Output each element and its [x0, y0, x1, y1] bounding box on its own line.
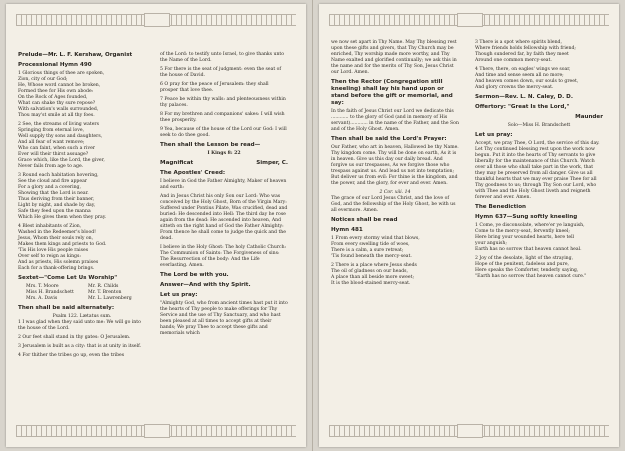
- lesson-heading: Then shall the Lesson be read—: [160, 142, 261, 148]
- psalm-verse: 2 Our feet shall stand in thy gates: O Jerusalem.: [18, 335, 131, 340]
- psalm-verse: of the Lord: to testify unto Israel, to give thanks unto the Name of the Lord.: [160, 52, 285, 63]
- prayer-text: "Almighty God, who from ancient times hast put it into the hearts of Thy people to make offerings for Thy Service and the use of Thy Sanctuary, and who hast been pleased at all times to accept gifts at their hands; We pray Thee to accept these gifts and memorials which: [160, 301, 288, 336]
- dedication-text: In the faith of Jesus Christ our Lord we dedicate this ............ to the glory of God (and in memory of His servant)............ in the name of the Father, and the Son and of the Holy Ghost. Amen.: [331, 109, 459, 132]
- center-fold: [312, 0, 313, 451]
- creed-text: And in Jesus Christ his only Son our Lord: Who was conceived by the Holy Ghost, Born of the Virgin Mary: Suffered under Pontius Pilate, Was crucified, dead and buried: He descended into Hell: The third day he rose again from the dead: He ascended into heaven, And sitteth on the right hand of God the Father Almighty: From thence he shall come to judge the quick and the dead.: [160, 194, 288, 241]
- offertory-heading: Offertory: "Great Is the Lord,": [475, 104, 570, 110]
- notices-heading: Notices shall be read: [331, 217, 398, 223]
- processional-heading: Processional Hymn 490: [18, 62, 92, 68]
- sermon-heading: Sermon—Rev. L. N. Caley, D. D.: [475, 94, 573, 100]
- alternately-heading: Then shall be said alternately:: [18, 305, 115, 311]
- hymn-481-heading: Hymn 481: [331, 227, 363, 233]
- prelude-heading: Prelude—Mr. L. F. Kershaw, Organist: [18, 52, 133, 58]
- singer-name: Mrs. T. Moore: [26, 284, 59, 289]
- border-ornament: [144, 13, 170, 27]
- bottom-border: [16, 425, 296, 437]
- singer-names: [18, 284, 146, 302]
- solo-credit: Solo—Miss H. Brandschett: [507, 123, 571, 128]
- hymn-verse: 4 Blest inhabitants of Zion, Washed in the Redeemer's blood! Jesus, Whom their souls rely on, Makes them kings and priests to God. 'Tis His love His people raises Over self to reign as kings: And as priests, His solemn praises Each for a thank-offering brings.: [18, 224, 107, 271]
- psalm-verse: 3 Jerusalem is built as a city: that is at unity in itself.: [18, 344, 142, 349]
- right-column-1: [331, 30, 459, 290]
- border-ornament: [457, 13, 483, 27]
- magnificat-label: Magnificat: [160, 160, 194, 166]
- psalm-verse: 5 For there is the seat of judgment: even the seat of the house of David.: [160, 67, 282, 78]
- psalm-verse: 8 For my brethren and companions' sakes: I will wish thee prosperity.: [160, 112, 285, 123]
- psalm-verse: 6 O pray for the peace of Jerusalem: they shall prosper that love thee.: [160, 82, 269, 93]
- creed-text: I believe in the Holy Ghost: The holy Catholic Church: The Communion of Saints: The Forgiveness of sins: The Resurrection of the body: And the Life everlasting. Amen.: [160, 245, 287, 268]
- singer-name: Mr. L. Lawrenberg: [88, 296, 132, 301]
- hymn-verse: 4 There, there, on eagles' wings we soar, And time and sense seem all no more; And heaven comes down, our souls to greet, And glory crowns the mercy-seat.: [475, 67, 579, 90]
- sextet-heading: Sextet—"Come Let Us Worship": [18, 275, 118, 281]
- hymn-verse: 2 See, the streams of living waters Springing from eternal love, Well supply thy sons and daughters, And all fear of want remove; Who can faint, when such a river Ever will their thirst assuage? Grace which, like the Lord, the giver, Never fails from age to age.: [18, 122, 105, 169]
- lords-prayer-text: Our Father, who art in heaven, Hallowed be thy Name. Thy kingdom come. Thy will be done on earth, As it is in heaven. Give us this day our daily bread. And forgive us our trespasses, As we forgive those who trespass against us. And lead us not into temptation; But deliver us from evil: For thine is the kingdom, and the power, and the glory, for ever and ever. Amen.: [331, 145, 459, 186]
- psalm-title: Psalm 122. Lætatus sum.: [52, 314, 112, 319]
- scripture-reference: 2 Cor. xiii. 14: [379, 190, 411, 195]
- prayer-continued: we now set apart in Thy Name. May Thy blessing rest upon these gifts and givers, that Thy Church may be enriched, Thy worship made more worthy, and Thy Name exalted and glorified continually; we ask this in the name and for the merits of Thy Son, Jesus Christ our Lord. Amen.: [331, 40, 457, 75]
- magnificat-row: [160, 160, 288, 167]
- offertory-composer: Maunder: [575, 114, 603, 120]
- right-page: [319, 4, 619, 447]
- let-us-pray-heading: Let us pray:: [475, 132, 513, 138]
- hymn-637-heading: Hymn 637—Sung softly kneeling: [475, 214, 578, 220]
- hymn-verse: 1 Come, ye disconsolate, where'er ye languish, Come to the mercy-seat, fervently kneel; Here bring your wounded hearts, here tell your anguish; Earth has no sorrow that heaven cannot heal.: [475, 223, 585, 252]
- grace-text: The grace of our Lord Jesus Christ, and the love of God, and the fellowship of the Holy Ghost, be with us all evermore. Amen.: [331, 196, 456, 213]
- hymn-verse: 2 Joy of the desolate, light of the straying, Hope of the penitent, fadeless and pure, Here speaks the Comforter, tenderly saying, "Earth has no sorrow that heaven cannot cure.": [475, 256, 587, 279]
- bottom-border: [329, 425, 609, 437]
- left-page: [6, 4, 306, 447]
- border-ornament: [457, 424, 483, 438]
- lords-prayer-heading: Then shall be said the Lord's Prayer:: [331, 136, 447, 142]
- border-ornament: [144, 424, 170, 438]
- rector-heading: Then the Rector (Congregation still kneeling) shall lay his hand upon or stand before the gift or memorial, and say:: [331, 79, 453, 106]
- lord-with-you: The Lord be with you.: [160, 272, 229, 278]
- singer-name: Miss H. Brandschett: [26, 290, 74, 295]
- psalm-verse: 7 Peace be within thy walls: and plenteousness within thy palaces.: [160, 97, 286, 108]
- top-border: [16, 14, 296, 26]
- hymn-verse: 1 Glorious things of thee are spoken, Zion, city of our God; He, Whose word cannot be broken, Formed thee for His own abode: On the Rock of Ages founded, What can shake thy sure repose? With salvation's walls surrounded, Thou may'st smile at all thy foes.: [18, 71, 105, 118]
- psalm-verse: 1 I was glad when they said unto me: We will go into the house of the Lord.: [18, 320, 141, 331]
- top-border: [329, 14, 609, 26]
- psalm-verse: 9 Yea, because of the house of the Lord our God: I will seek to do thee good.: [160, 127, 287, 138]
- hymn-verse: 3 Round each habitation hovering, See the cloud and fire appear For a glory and a covering, Showing that the Lord is near. Thus deriving from their banner, Light by night, and shade by day, Safe they feed upon the manna Which He gives them when they pray.: [18, 173, 107, 220]
- psalm-verse: 4 For thither the tribes go up, even the tribes: [18, 353, 125, 358]
- right-column-2: [475, 30, 603, 283]
- left-column-1: [18, 30, 146, 362]
- benediction-heading: The Benediction: [475, 204, 527, 210]
- prayer-text: Accept, we pray Thee, O Lord, the service of this day. Let Thy continued blessing rest upon the work now begun. Put it into the hearts of Thy servants to give liberally for the maintenance of this Church. Watch over all those who shall take part in the work, that they may be preserved from all danger. Give us all thankful hearts that we may ever praise Thee for all Thy goodness to us; through Thy Son our Lord, who with Thee and the Holy Ghost liveth and reigneth forever and ever. Amen.: [475, 141, 600, 200]
- creed-heading: The Apostles' Creed:: [160, 170, 226, 176]
- hymn-verse: 1 From every stormy wind that blows, From every swelling tide of woes, There is a calm, a sure retreat; 'Tis found beneath the mercy-seat.: [331, 236, 420, 259]
- hymn-verse: 2 There is a place where Jesus sheds The oil of gladness on our heads, A place than all beside more sweet; It is the blood-stained mercy-seat.: [331, 263, 417, 286]
- singer-name: Mrs. A. Davis: [26, 296, 58, 301]
- singer-name: Mr. T. Brenton: [88, 290, 122, 295]
- left-column-2: [160, 30, 288, 340]
- let-us-pray-heading: Let us pray:: [160, 292, 198, 298]
- creed-text: I believe in God the Father Almighty, Maker of heaven and earth:: [160, 179, 287, 190]
- magnificat-composer: Simper, C.: [256, 160, 288, 166]
- singer-name: Mr. R. Childs: [88, 284, 119, 289]
- answer: Answer—And with thy Spirit.: [160, 282, 251, 288]
- hymn-verse: 3 There is a spot where spirits blend, Where friends holds fellowship with friend; Though sundered far, by faith they meet Around one common mercy-seat.: [475, 40, 576, 63]
- lesson-reference: I Kings 8: 22: [207, 151, 241, 156]
